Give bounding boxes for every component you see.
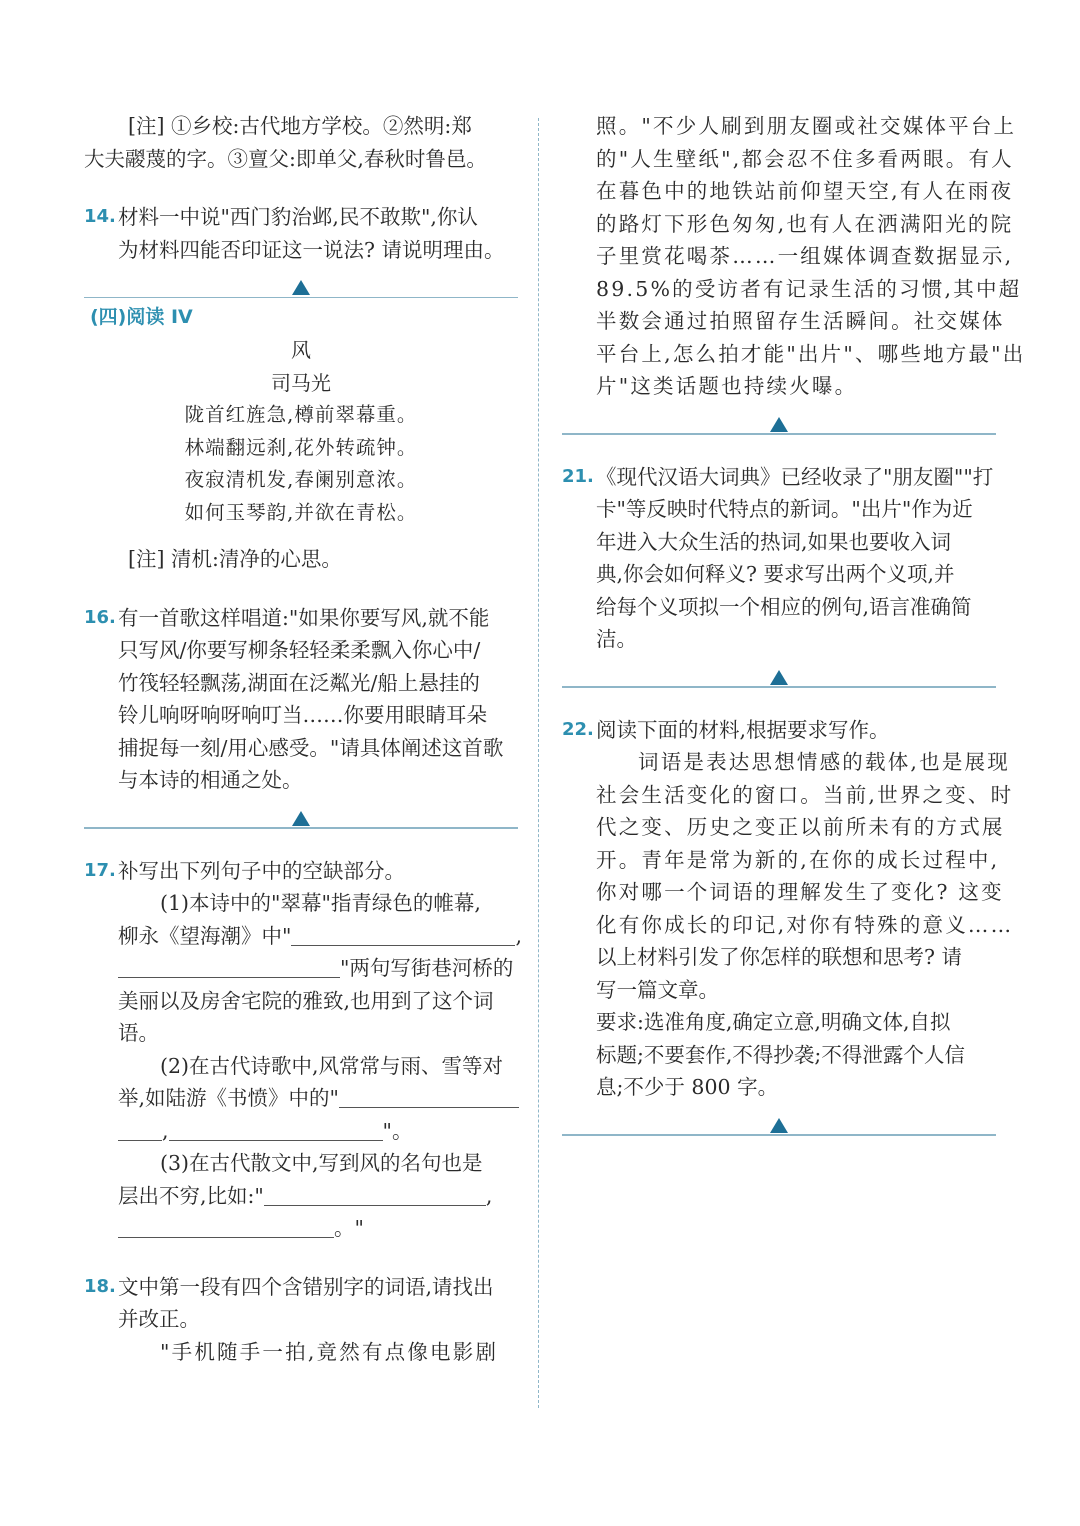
requirement-line: 要求:选准角度,确定立意,明确文体,自拟: [596, 1010, 951, 1034]
question-line: (2)在古代诗歌中,风常常与雨、雪等对: [160, 1053, 504, 1078]
fill-line: 柳永《望海潮》中" ,: [118, 923, 522, 948]
left-column: [84, 110, 522, 1368]
question-line: 并改正。: [118, 1307, 200, 1331]
question-line: 为材料四能否印证这一说法? 请说明理由。: [118, 237, 505, 262]
poem-line: 如何玉琴韵,并欲在青松。: [184, 500, 418, 524]
fill-line: , "。: [118, 1115, 518, 1148]
question-line: 阅读下面的材料,根据要求写作。: [596, 717, 890, 742]
question-number: 22.: [562, 718, 594, 740]
triangle-marker-icon: [292, 811, 310, 826]
question-line: 卡"等反映时代特点的新词。"出片"作为近: [596, 497, 973, 521]
note-line: [注] ①乡校:古代地方学校。②然明:郑: [128, 114, 472, 138]
material-line: 你对哪一个词语的理解发生了变化? 这变: [596, 880, 1004, 904]
answer-separator: [84, 266, 518, 298]
question-line: 竹筏轻轻飘荡,湖面在泛粼光/船上悬挂的: [118, 670, 480, 695]
material-line: 开。青年是常为新的,在你的成长过程中,: [596, 847, 1000, 872]
question-line: 捕捉每一刻/用心感受。"请具体阐述这首歌: [118, 735, 504, 760]
poem-note: [注] 清机:清净的心思。: [128, 547, 342, 571]
material-line: 代之变、历史之变正以前所未有的方式展: [596, 815, 1005, 839]
fill-blank[interactable]: [339, 1085, 519, 1108]
requirement-line: 息;不少于 800 字。: [596, 1075, 779, 1099]
question-line: (1)本诗中的"翠幕"指青绿色的帷幕,: [160, 891, 481, 915]
question-22: [562, 714, 1014, 1104]
passage-line: 子里赏花喝茶……一组媒体调查数据显示,: [596, 244, 1014, 268]
question-17: [84, 855, 522, 1245]
requirement-line: 标题;不要套作,不得抄袭;不得泄露个人信: [596, 1042, 965, 1067]
poem-line: 陇首红旌急,樽前翠幕重。: [184, 403, 418, 426]
passage-line: 89.5%的受访者有记录生活的习惯,其中超: [596, 276, 1022, 301]
poem-author: 司马光: [271, 370, 331, 395]
poem-title: 风: [291, 338, 311, 362]
answer-separator: [562, 403, 996, 435]
question-line: 文中第一段有四个含错别字的词语,请找出: [118, 1274, 494, 1299]
passage-line: 半数会通过拍照留存生活瞬间。社交媒体: [596, 309, 1005, 333]
answer-separator: [562, 1104, 996, 1136]
section-heading: (四)阅读 IV: [90, 306, 193, 328]
fill-blank[interactable]: [118, 1215, 334, 1238]
question-line: 写一篇文章。: [596, 977, 719, 1002]
fill-blank[interactable]: [169, 1118, 383, 1141]
question-18: [84, 1271, 518, 1369]
fill-blank[interactable]: [291, 923, 515, 946]
answer-separator: [84, 797, 518, 829]
question-number: 18.: [84, 1275, 116, 1297]
poem-line: 夜寂清机发,春阑别意浓。: [184, 468, 418, 491]
question-number: 17.: [84, 859, 116, 881]
triangle-marker-icon: [770, 1118, 788, 1133]
question-line: 与本诗的相通之处。: [118, 768, 303, 792]
question-line: 有一首歌这样唱道:"如果你要写风,就不能: [118, 605, 490, 630]
question-line: 语。: [118, 1021, 159, 1045]
material-line: 社会生活变化的窗口。当前,世界之变、时: [596, 782, 1014, 807]
question-line: 以上材料引发了你怎样的联想和思考? 请: [596, 945, 963, 969]
triangle-marker-icon: [770, 670, 788, 685]
fill-line: "两句写街巷河桥的: [118, 952, 518, 985]
question-16: [84, 602, 518, 797]
material-line: 词语是表达思想情感的载体,也是展现: [638, 750, 1010, 774]
question-line: 《现代汉语大词典》已经收录了"朋友圈""打: [596, 464, 994, 489]
question-number: 14.: [84, 206, 116, 227]
question-line: 只写风/你要写柳条轻轻柔柔飘入你心中/: [118, 638, 481, 662]
answer-separator: [562, 656, 996, 688]
passage-line: 平台上,怎么拍才能"出片"、哪些地方最"出: [596, 341, 1026, 366]
question-line: 材料一中说"西门豹治邺,民不敢欺",你认: [118, 205, 478, 229]
question-number: 21.: [562, 465, 594, 487]
question-line: 补写出下列句子中的空缺部分。: [118, 858, 405, 883]
question-line: 给每个义项拟一个相应的例句,语言准确简: [596, 594, 972, 619]
passage-line: 照。"不少人刷到朋友圈或社交媒体平台上: [596, 114, 1017, 138]
column-divider: [538, 118, 539, 1408]
question-21: [562, 461, 996, 656]
fill-blank[interactable]: [118, 955, 340, 978]
question-line: 铃儿响呀响呀响叮当……你要用眼睛耳朵: [118, 703, 487, 727]
question-line: (3)在古代散文中,写到风的名句也是: [160, 1151, 483, 1175]
question-line: 洁。: [596, 627, 637, 651]
material-line: 化有你成长的印记,对你有特殊的意义……: [596, 912, 1014, 937]
passage-line: "手机随手一拍,竟然有点像电影剧: [160, 1339, 499, 1364]
question-number: 16.: [84, 606, 116, 628]
question-line: 美丽以及房舍宅院的雅致,也用到了这个词: [118, 988, 494, 1013]
right-column: [562, 110, 1026, 1136]
fill-line: 。": [118, 1212, 518, 1245]
question-line: 典,你会如何释义? 要求写出两个义项,并: [596, 562, 955, 586]
fill-line: 举,如陆游《书愤》中的": [118, 1082, 518, 1115]
fill-blank[interactable]: [264, 1183, 486, 1206]
question-14: [84, 201, 518, 266]
triangle-marker-icon: [770, 417, 788, 432]
passage-line: 的"人生壁纸",都会忍不住多看两眼。有人: [596, 146, 1014, 171]
question-line: 年进入大众生活的热词,如果也要收入词: [596, 529, 952, 554]
passage-line: 片"这类话题也持续火曝。: [596, 374, 858, 398]
fill-blank[interactable]: [118, 1118, 162, 1141]
triangle-marker-icon: [292, 280, 310, 295]
passage-line: 的路灯下形色匆匆,也有人在洒满阳光的院: [596, 211, 1014, 236]
fill-line: 层出不穷,比如:" ,: [118, 1183, 493, 1208]
passage-line: 在暮色中的地铁站前仰望天空,有人在雨夜: [596, 179, 1014, 203]
note-line: 大夫鬷蔑的字。③亶父:即单父,春秋时鲁邑。: [84, 146, 487, 171]
poem-line: 林端翻远刹,花外转疏钟。: [184, 435, 418, 459]
